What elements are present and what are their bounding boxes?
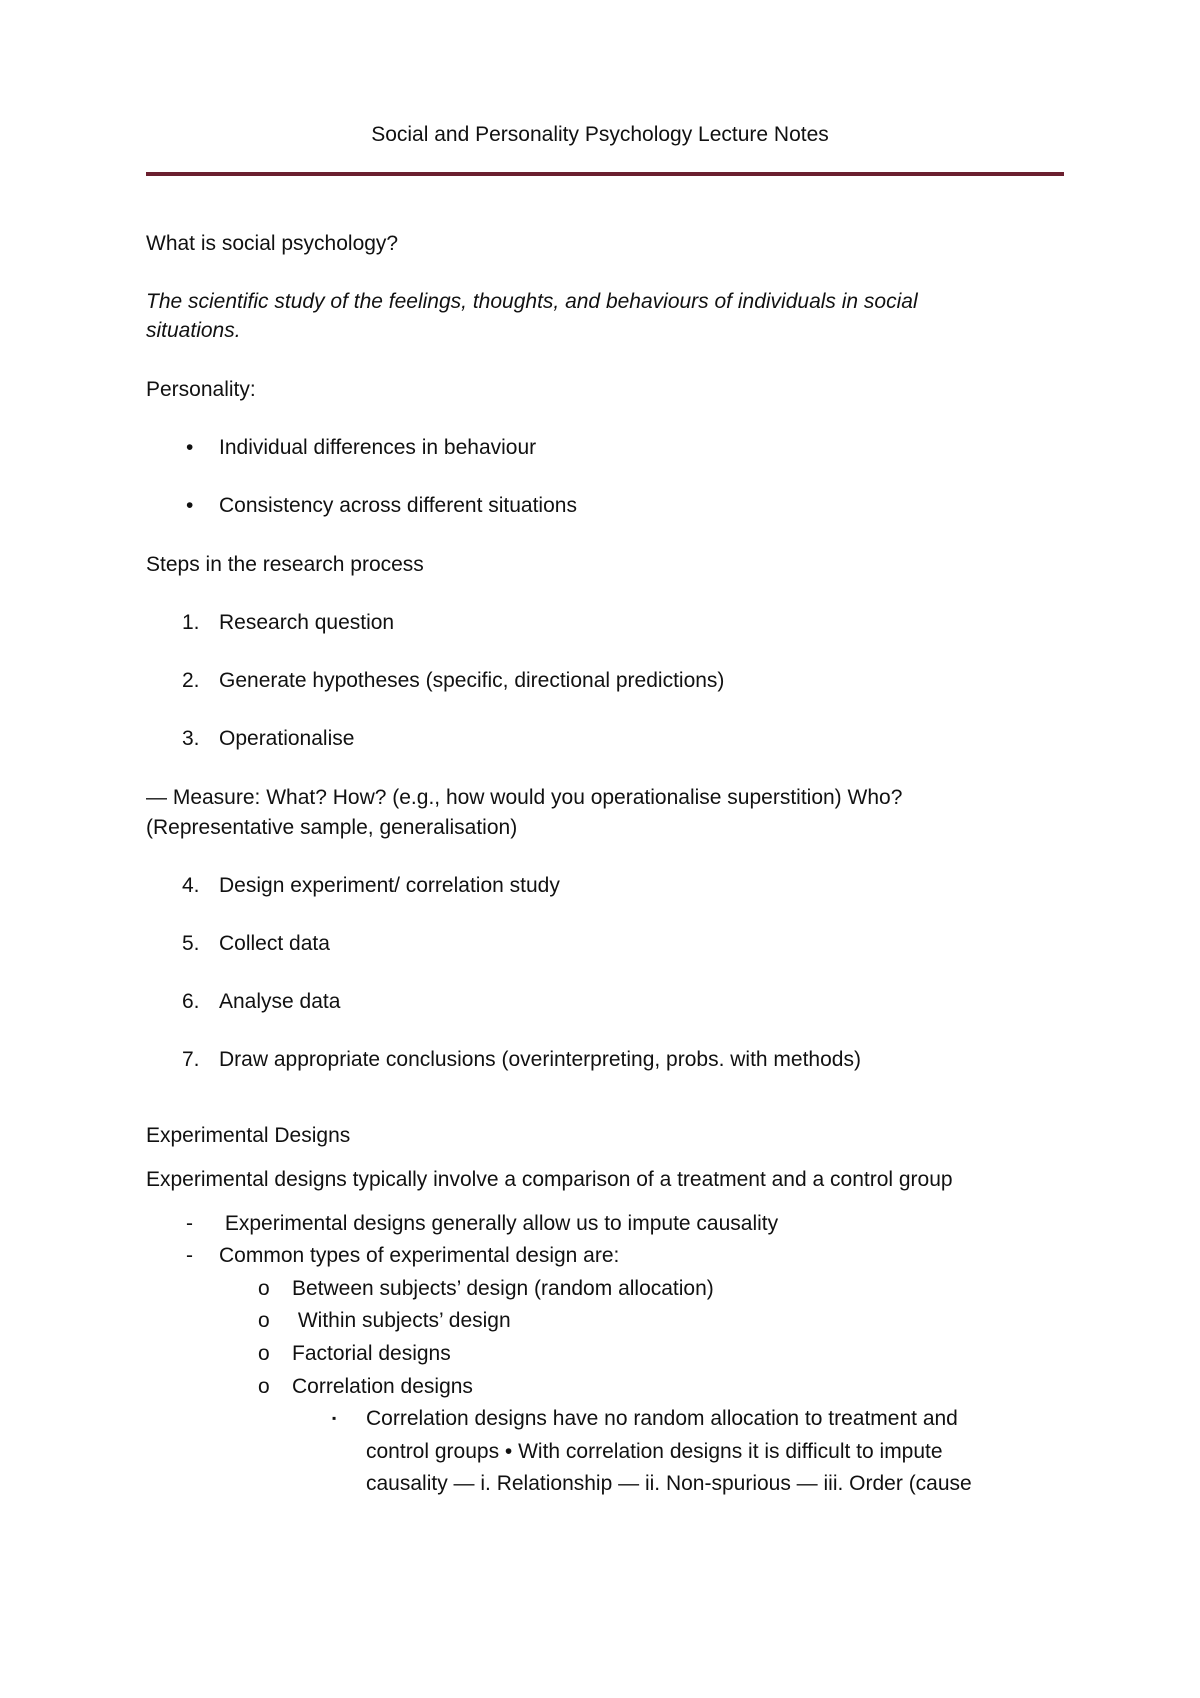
heading-research-process: Steps in the research process [146, 553, 424, 576]
bullet-text: Consistency across different situations [219, 494, 577, 517]
heading-social-psychology: What is social psychology? [146, 232, 399, 255]
dash-item-text: Experimental designs generally allow us to impute causality [219, 1212, 779, 1235]
nested-text-line: control groups • With correlation designs it is difficult to impute [366, 1440, 943, 1463]
list-number: 3. [182, 727, 200, 750]
square-bullet-icon: ▪ [332, 1411, 337, 1425]
circle-bullet-icon: o [258, 1309, 270, 1332]
step-text: Research question [219, 611, 395, 634]
bullet-icon: • [186, 494, 194, 517]
circle-bullet-icon: o [258, 1342, 270, 1365]
list-number: 5. [182, 932, 200, 955]
sub-item-text: Between subjects’ design (random allocation) [292, 1277, 714, 1300]
nested-text-line: causality — i. Relationship — ii. Non-spurious — iii. Order (cause [366, 1472, 972, 1495]
measure-line-1: — Measure: What? How? (e.g., how would you operationalise superstition) Who? [146, 786, 903, 809]
step-text: Generate hypotheses (specific, directional predictions) [219, 669, 725, 692]
step-text: Operationalise [219, 727, 355, 750]
nested-text-line: Correlation designs have no random allocation to treatment and [366, 1407, 958, 1430]
bullet-icon: • [186, 436, 194, 459]
definition-line-2: situations. [146, 319, 241, 342]
step-text: Design experiment/ correlation study [219, 874, 560, 897]
list-number: 1. [182, 611, 200, 634]
list-number: 4. [182, 874, 200, 897]
page-title: Social and Personality Psychology Lecture Notes [371, 123, 829, 146]
experimental-intro: Experimental designs typically involve a comparison of a treatment and a control group [146, 1168, 953, 1191]
heading-experimental-designs: Experimental Designs [146, 1124, 351, 1147]
dash-marker: - [186, 1244, 193, 1267]
dash-item-text: Common types of experimental design are: [219, 1244, 620, 1267]
bullet-text: Individual differences in behaviour [219, 436, 537, 459]
definition-line-1: The scientific study of the feelings, thoughts, and behaviours of individuals in social [146, 290, 918, 313]
heading-personality: Personality: [146, 378, 256, 401]
sub-item-text: Within subjects’ design [292, 1309, 511, 1332]
step-text: Analyse data [219, 990, 341, 1013]
circle-bullet-icon: o [258, 1277, 270, 1300]
sub-item-text: Factorial designs [292, 1342, 451, 1365]
dash-marker: - [186, 1212, 193, 1235]
header-divider [146, 172, 1064, 176]
step-text: Collect data [219, 932, 330, 955]
list-number: 6. [182, 990, 200, 1013]
circle-bullet-icon: o [258, 1375, 270, 1398]
measure-line-2: (Representative sample, generalisation) [146, 816, 518, 839]
list-number: 7. [182, 1048, 200, 1071]
step-text: Draw appropriate conclusions (overinterpreting, probs. with methods) [219, 1048, 861, 1071]
sub-item-text: Correlation designs [292, 1375, 473, 1398]
list-number: 2. [182, 669, 200, 692]
